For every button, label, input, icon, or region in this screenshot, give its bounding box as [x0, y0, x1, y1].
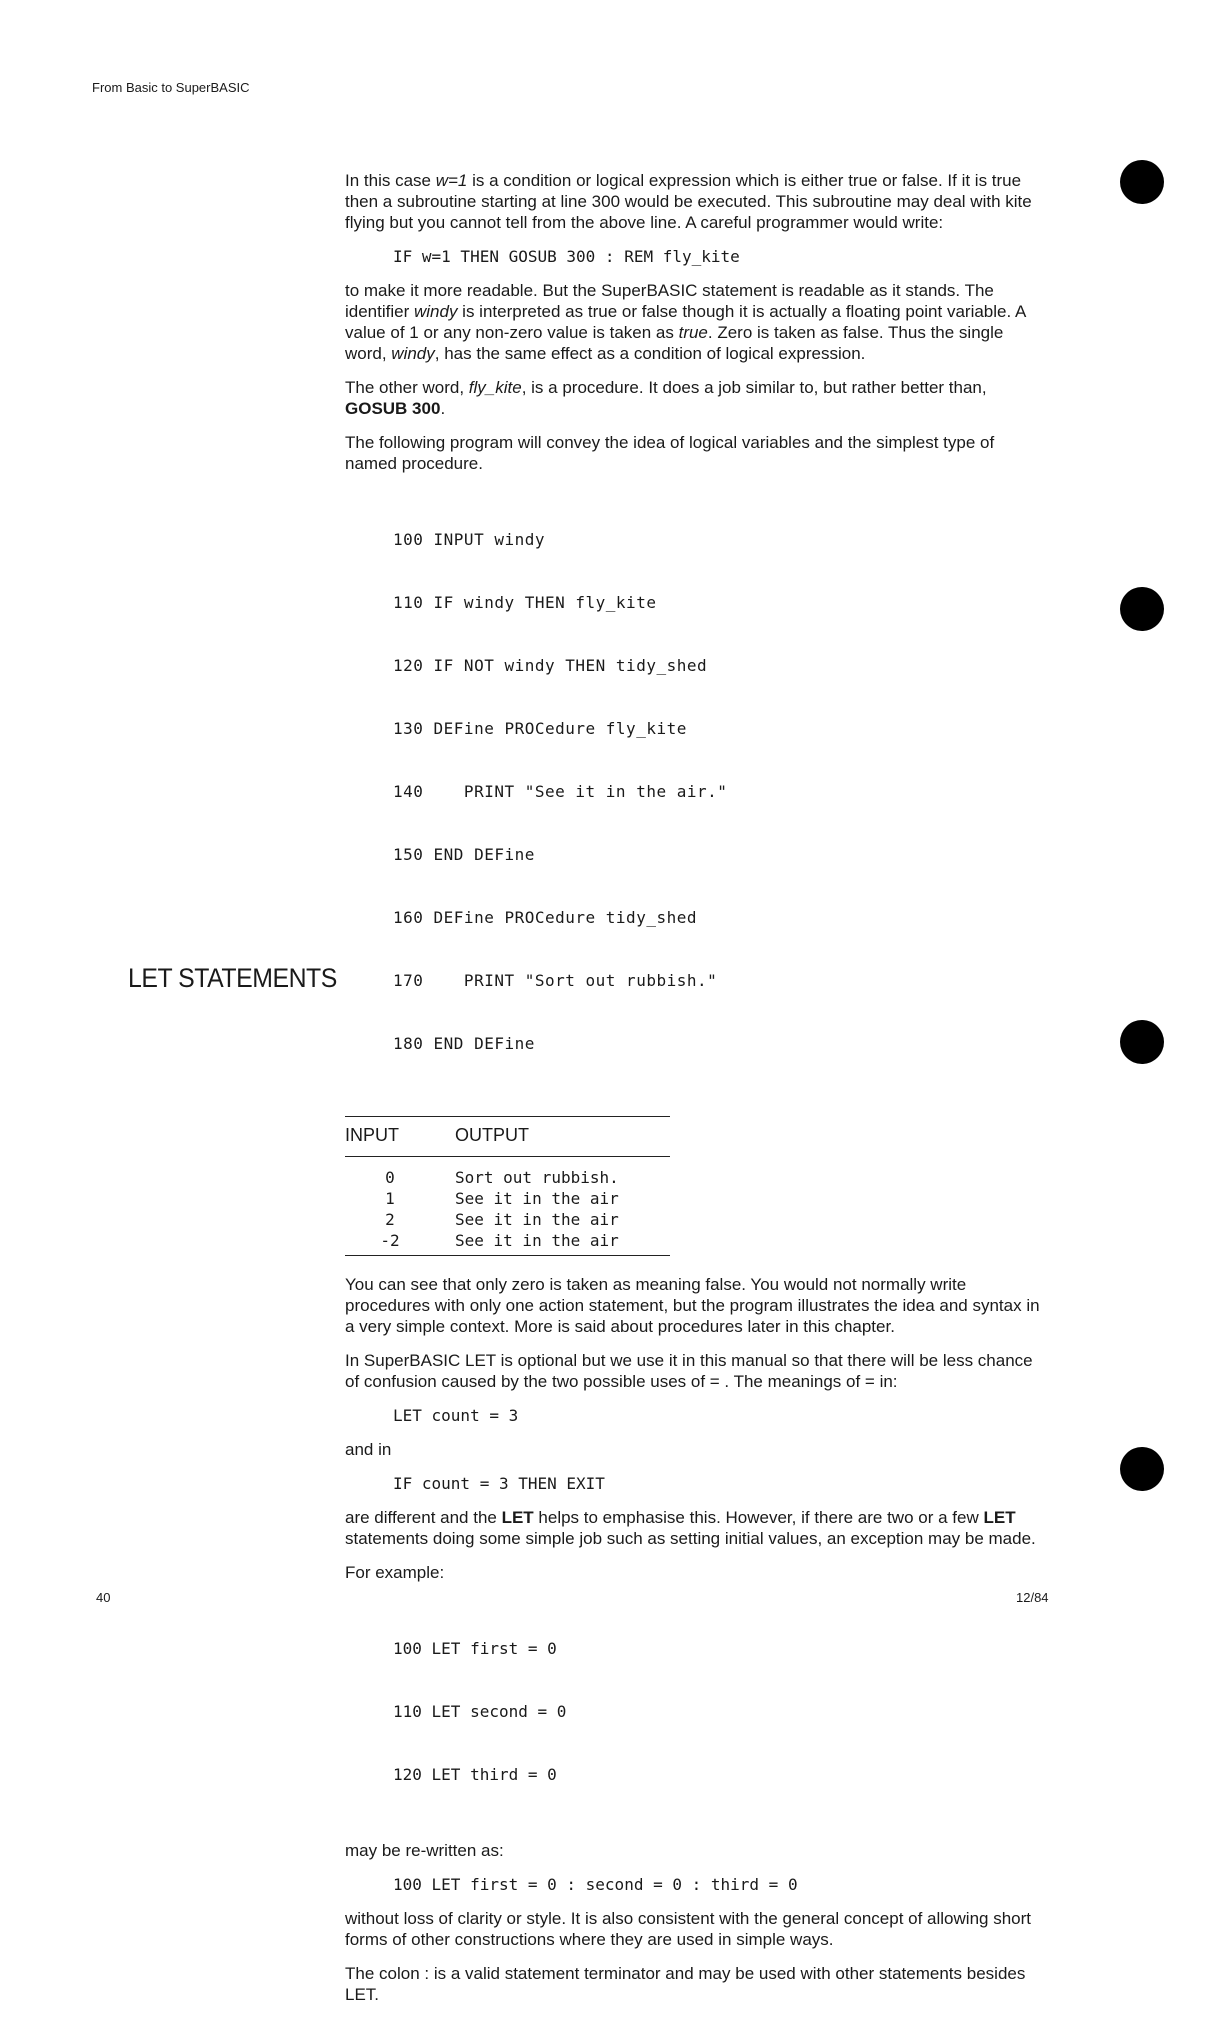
- code-line: 120 IF NOT windy THEN tidy_shed: [393, 656, 708, 675]
- code-line: 170 PRINT "Sort out rubbish.": [393, 971, 718, 990]
- punch-hole-3: [1120, 1020, 1164, 1064]
- paragraph: The following program will convey the idea of logical variables and the simplest type of named procedure.: [345, 433, 995, 473]
- code-line: 130 DEFine PROCedure fly_kite: [393, 719, 687, 738]
- paragraph: are different and the LET helps to emphasise this. However, if there are two or a few LET statements doing some simple job such as setting initial values, an exception may be made.: [345, 1508, 1036, 1548]
- page-number: 40: [96, 1590, 111, 1605]
- table-cell: See it in the air: [455, 1189, 619, 1208]
- paragraph: and in: [345, 1440, 392, 1459]
- table-cell: See it in the air: [455, 1230, 670, 1256]
- io-table: [345, 1116, 670, 1256]
- table-row: [345, 1209, 670, 1230]
- table-row: [345, 1230, 670, 1256]
- program-listing: [393, 487, 1040, 1096]
- main-content: [345, 170, 1040, 2018]
- paragraph: In SuperBASIC LET is optional but we use it in this manual so that there will be less chance of confusion caused by the two possible uses of = . The meanings of = in:: [345, 1351, 1033, 1391]
- code-example: LET count = 3: [393, 1406, 519, 1425]
- table-header-row: [345, 1117, 670, 1157]
- code-example: IF w=1 THEN GOSUB 300 : REM fly_kite: [393, 247, 740, 266]
- code-line: 140 PRINT "See it in the air.": [393, 782, 728, 801]
- punch-hole-4: [1120, 1447, 1164, 1491]
- program-listing: [393, 1596, 1040, 1827]
- punch-hole-1: [1120, 160, 1164, 204]
- paragraph: without loss of clarity or style. It is also consistent with the general concept of allowing short forms of other constructions where they are used in simple ways.: [345, 1909, 1031, 1949]
- code-line: 100 LET first = 0: [393, 1639, 557, 1658]
- paragraph: The colon : is a valid statement terminator and may be used with other statements besides LET.: [345, 1964, 1026, 2004]
- paragraph: In this case w=1 is a condition or logical expression which is either true or false. If it is true then a subroutine starting at line 300 would be executed. This subroutine may deal with kite flying but you cannot tell from the above line. A careful programmer would write:: [345, 171, 1032, 232]
- code-example: 100 LET first = 0 : second = 0 : third = 0: [393, 1875, 798, 1894]
- code-line: 110 IF windy THEN fly_kite: [393, 593, 657, 612]
- table-row: [345, 1188, 670, 1209]
- table-cell: 0: [385, 1168, 395, 1187]
- paragraph: For example:: [345, 1563, 445, 1582]
- paragraph: The other word, fly_kite, is a procedure. It does a job similar to, but rather better than, GOSUB 300.: [345, 378, 987, 418]
- column-header: OUTPUT: [455, 1117, 670, 1157]
- running-header: From Basic to SuperBASIC: [92, 80, 250, 95]
- paragraph: You can see that only zero is taken as meaning false. You would not normally write procedures with only one action statement, but the program illustrates the idea and syntax in a very simple context. More is said about procedures later in this chapter.: [345, 1275, 1040, 1336]
- table-cell: -2: [345, 1230, 455, 1256]
- paragraph: may be re-written as:: [345, 1841, 504, 1860]
- code-line: 110 LET second = 0: [393, 1702, 567, 1721]
- code-line: 160 DEFine PROCedure tidy_shed: [393, 908, 697, 927]
- page-date: 12/84: [1016, 1590, 1049, 1605]
- paragraph: to make it more readable. But the SuperBASIC statement is readable as it stands. The identifier windy is interpreted as true or false though it is actually a floating point variable. A value of 1 or any non-zero value is taken as true. Zero is taken as false. Thus the single word, windy, has the same effect as a condition of logical expression.: [345, 281, 1026, 363]
- code-example: IF count = 3 THEN EXIT: [393, 1474, 605, 1493]
- code-line: 150 END DEFine: [393, 845, 535, 864]
- code-line: 180 END DEFine: [393, 1034, 535, 1053]
- code-line: 100 INPUT windy: [393, 530, 545, 549]
- table-cell: See it in the air: [455, 1210, 619, 1229]
- table-cell: 2: [385, 1210, 395, 1229]
- section-heading: LET STATEMENTS: [128, 963, 337, 993]
- table-row: [345, 1157, 670, 1189]
- column-header: INPUT: [345, 1117, 455, 1157]
- code-line: 120 LET third = 0: [393, 1765, 557, 1784]
- punch-hole-2: [1120, 587, 1164, 631]
- table-cell: Sort out rubbish.: [455, 1168, 619, 1187]
- table-cell: 1: [385, 1189, 395, 1208]
